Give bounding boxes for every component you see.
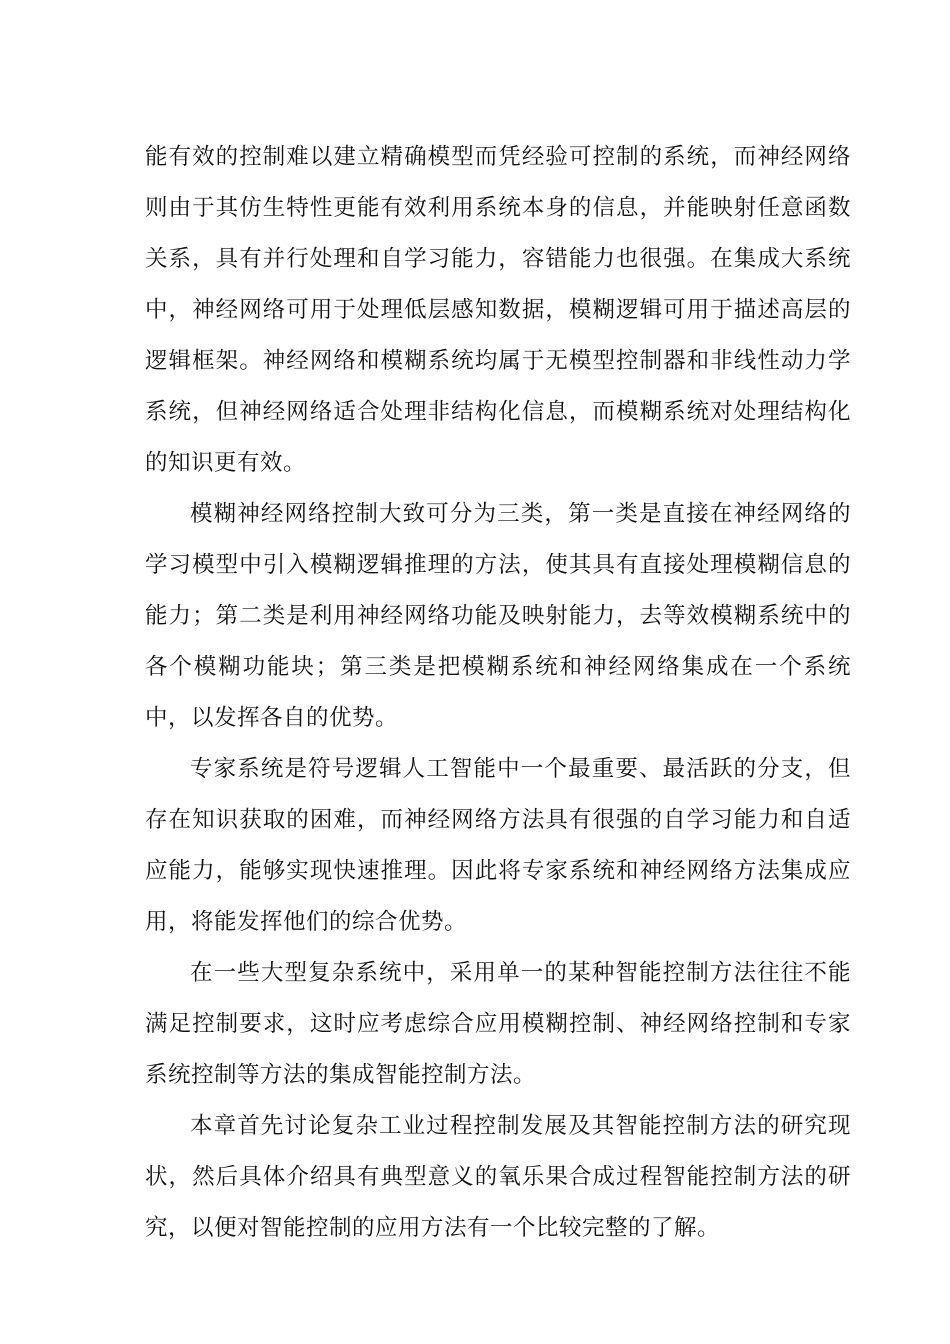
- paragraph-integrated-control: 在一些大型复杂系统中，采用单一的某种智能控制方法往往不能满足控制要求，这时应考虑综合应用模糊控制、神经网络控制和专家系统控制等方法的集成智能控制方法。: [145, 960, 851, 1088]
- body-text: [145, 132, 851, 1254]
- paragraph-fuzzy-neural: 模糊神经网络控制大致可分为三类，第一类是直接在神经网络的学习模型中引入模糊逻辑推理的方法，使其具有直接处理模糊信息的能力；第二类是利用神经网络功能及映射能力，去等效模糊系统中的各个模糊功能块；第三类是把模糊系统和神经网络集成在一个系统中，以发挥各自的优势。: [145, 501, 851, 731]
- paragraph-chapter-intro: 本章首先讨论复杂工业过程控制发展及其智能控制方法的研究现状，然后具体介绍具有典型意义的氧乐果合成过程智能控制方法的研究，以便对智能控制的应用方法有一个比较完整的了解。: [145, 1113, 851, 1241]
- paragraph-expert-system: 专家系统是符号逻辑人工智能中一个最重要、最活跃的分支，但存在知识获取的困难，而神经网络方法具有很强的自学习能力和自适应能力，能够实现快速推理。因此将专家系统和神经网络方法集成应用，将能发挥他们的综合优势。: [145, 756, 851, 935]
- paragraph-continuation: 能有效的控制难以建立精确模型而凭经验可控制的系统，而神经网络则由于其仿生特性更能有效利用系统本身的信息，并能映射任意函数关系，具有并行处理和自学习能力，容错能力也很强。在集成大系统中，神经网络可用于处理低层感知数据，模糊逻辑可用于描述高层的逻辑框架。神经网络和模糊系统均属于无模型控制器和非线性动力学系统，但神经网络适合处理非结构化信息，而模糊系统对处理结构化的知识更有效。: [145, 144, 851, 476]
